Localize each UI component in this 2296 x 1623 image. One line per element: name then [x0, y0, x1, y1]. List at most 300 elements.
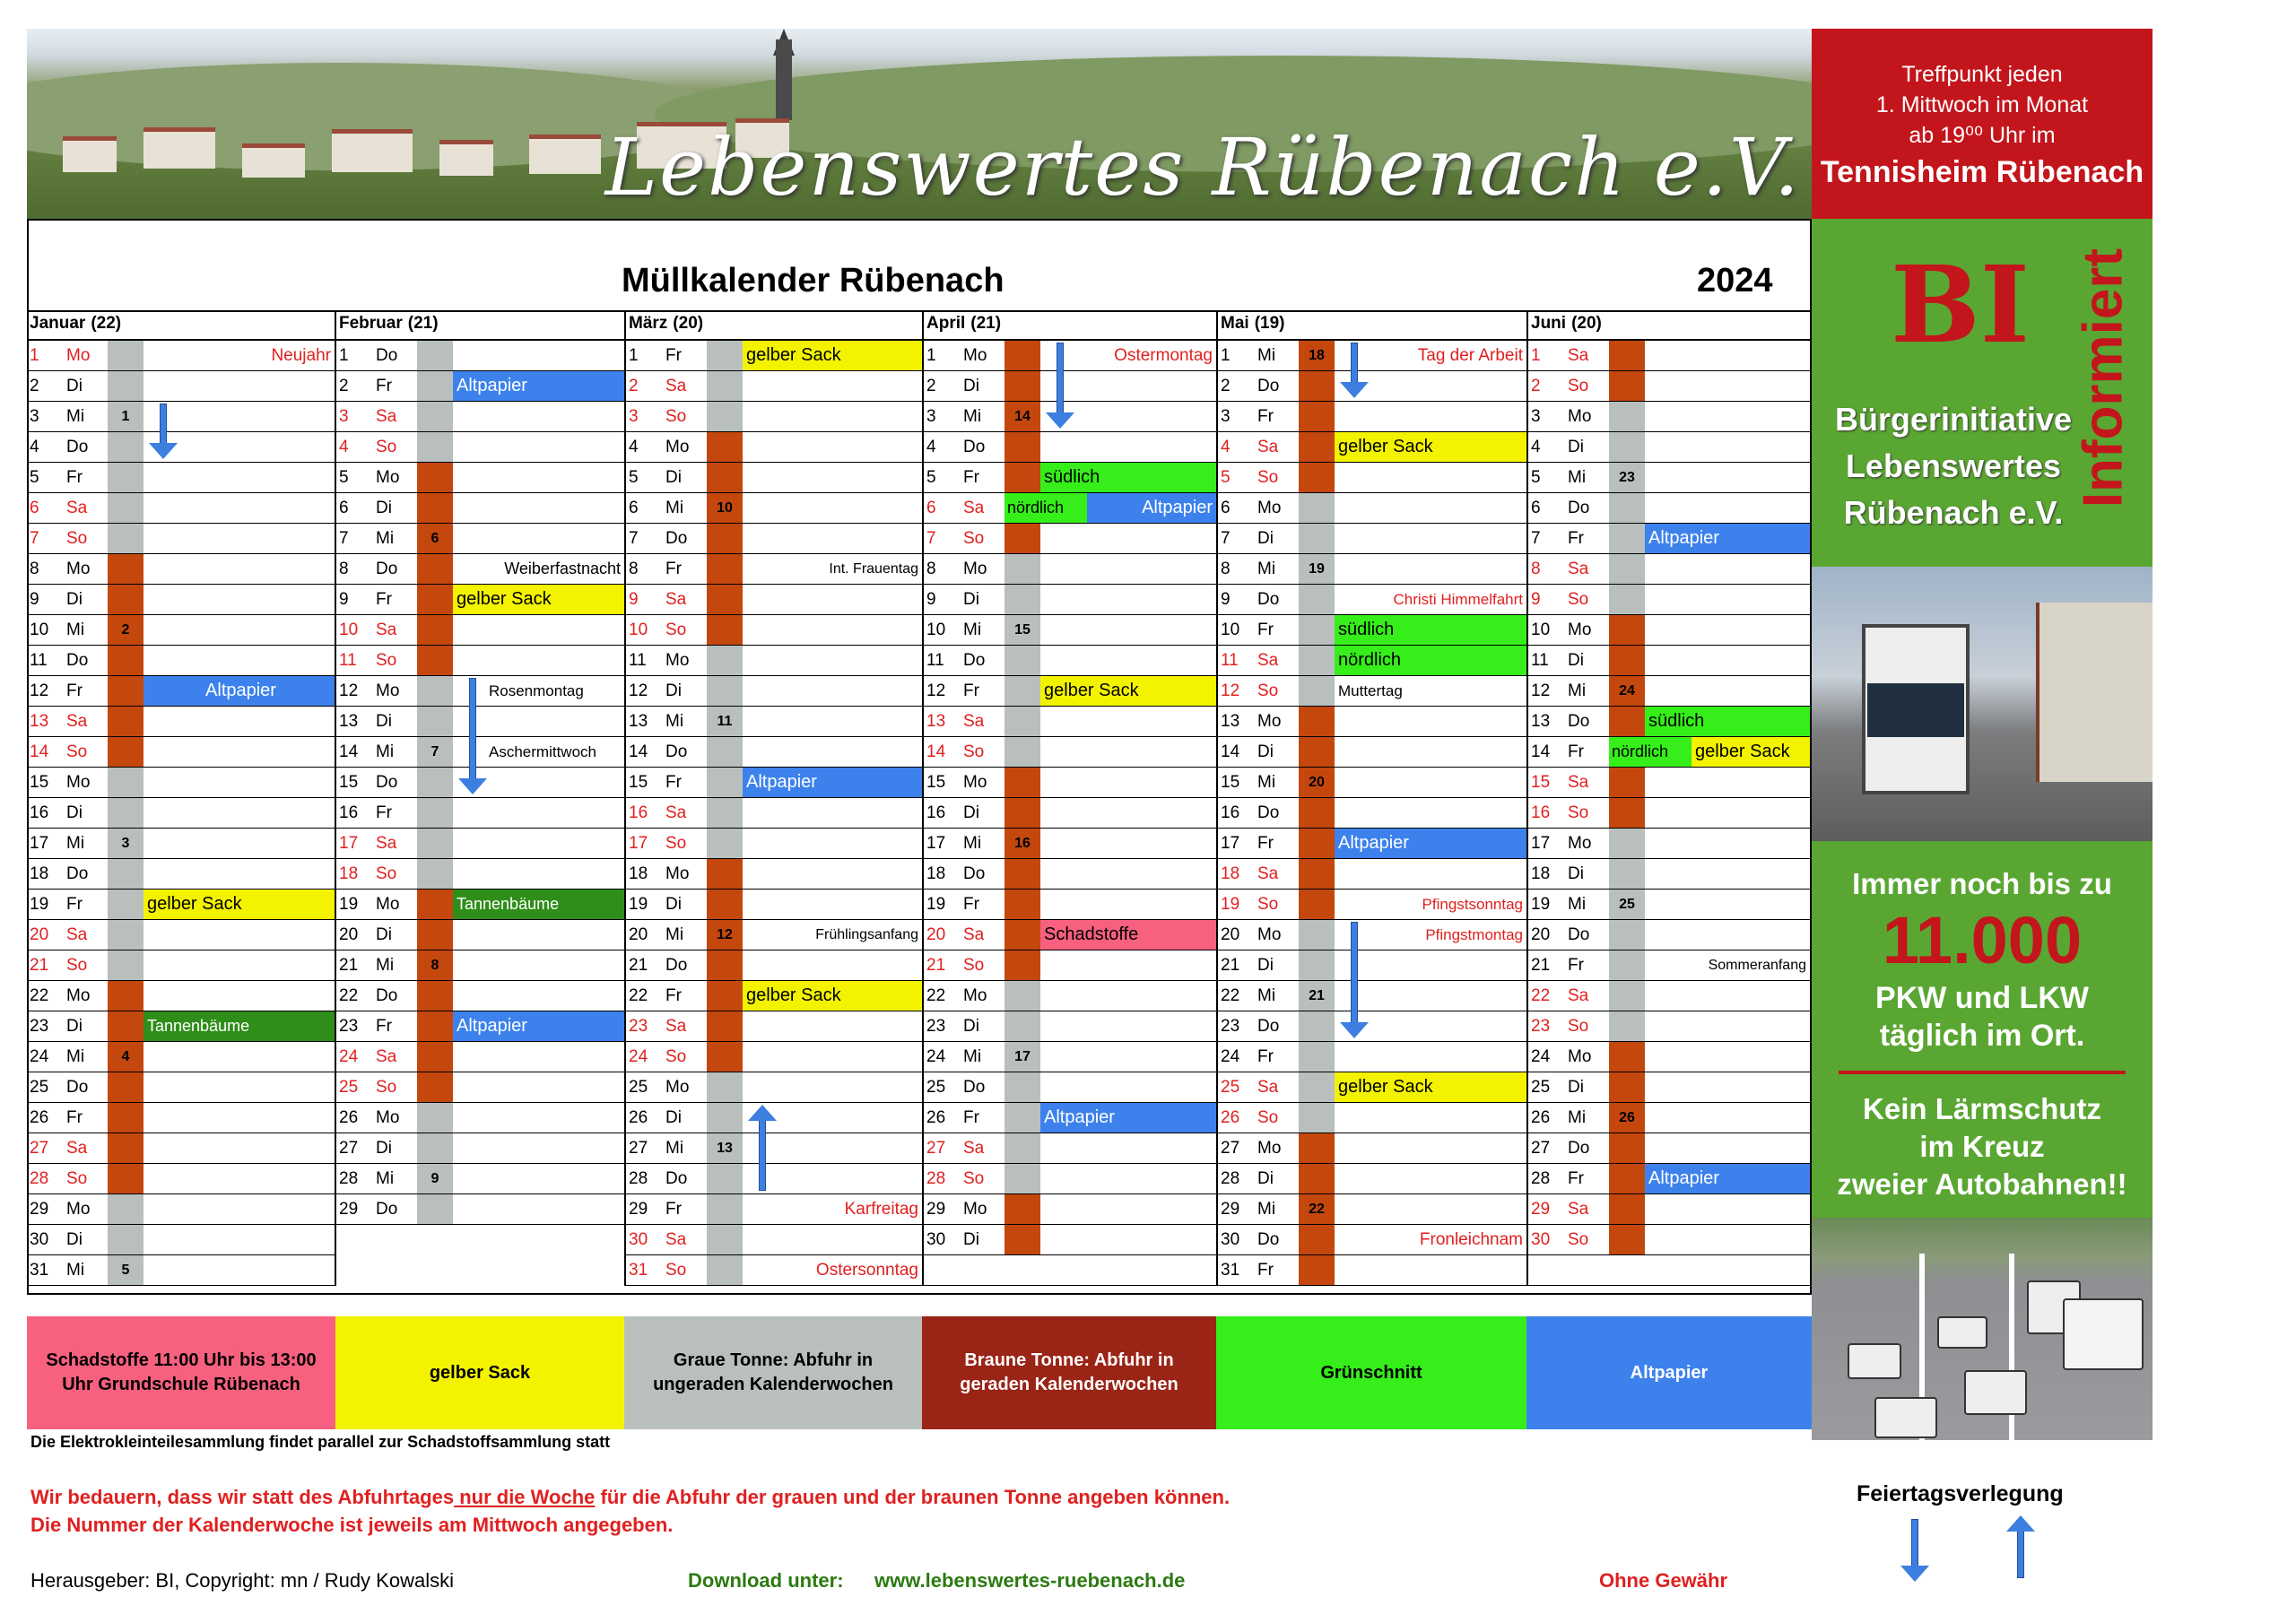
day-info	[1645, 341, 1810, 370]
car	[1874, 1397, 1937, 1438]
day-row	[626, 950, 922, 981]
day-info	[144, 1164, 335, 1193]
day-info: Altpapier	[1040, 1103, 1216, 1133]
day-number: 26	[339, 1107, 359, 1127]
day-number: 18	[1221, 864, 1240, 883]
day-info: Altpapier	[453, 1011, 624, 1041]
graue-tonne-cell	[1609, 524, 1645, 553]
day-number: 27	[339, 1138, 359, 1158]
graue-tonne-cell	[108, 768, 144, 797]
day-number: 23	[926, 1016, 946, 1036]
legend-gruenschnitt: Grünschnitt	[1216, 1316, 1526, 1429]
month-header	[626, 312, 922, 341]
bi-logo-block	[1812, 219, 2152, 567]
day-row	[27, 981, 335, 1011]
weekday: Di	[1257, 528, 1274, 548]
day-row	[626, 859, 922, 890]
day-row	[336, 371, 624, 402]
day-number: 21	[1531, 955, 1551, 975]
day-info	[144, 707, 335, 736]
day-info	[1645, 981, 1810, 1011]
day-info	[144, 768, 335, 797]
braune-tonne-cell	[108, 646, 144, 675]
day-number: 26	[629, 1107, 648, 1127]
day-info	[144, 1194, 335, 1224]
weekday: So	[376, 650, 397, 670]
day-number: 29	[30, 1199, 49, 1219]
day-row	[1218, 768, 1526, 798]
day-info	[1040, 707, 1216, 736]
braune-tonne-cell	[707, 1011, 743, 1041]
day-info: Altpapier	[1645, 1164, 1810, 1193]
day-number: 12	[629, 681, 648, 700]
day-info	[1645, 615, 1810, 645]
day-info	[1645, 768, 1810, 797]
graue-tonne-cell	[1299, 920, 1335, 950]
graue-tonne-cell	[1609, 585, 1645, 614]
graue-tonne-cell	[1299, 1042, 1335, 1072]
day-row	[336, 402, 624, 432]
graue-tonne-cell	[1609, 859, 1645, 889]
day-info	[1645, 920, 1810, 950]
day-row	[1218, 859, 1526, 890]
day-number: 4	[1531, 437, 1541, 456]
weekday: Fr	[66, 1107, 83, 1127]
day-row	[27, 493, 335, 524]
day-info: Altpapier	[453, 371, 624, 401]
day-number: 14	[629, 742, 648, 761]
graue-tonne-cell	[707, 646, 743, 675]
day-row	[626, 463, 922, 493]
day-row	[27, 341, 335, 371]
graue-tonne-cell: 9	[417, 1164, 453, 1193]
graue-tonne-cell	[417, 432, 453, 462]
braune-tonne-cell	[1299, 1225, 1335, 1254]
gruenschnitt-north: nördlich	[1004, 493, 1087, 523]
weekday: Mi	[66, 1260, 85, 1280]
day-info	[743, 524, 922, 553]
day-row	[336, 1225, 624, 1255]
day-info	[1040, 524, 1216, 553]
day-row	[626, 1225, 922, 1255]
month-column	[336, 310, 626, 1286]
graue-tonne-cell	[707, 1225, 743, 1254]
weekday: Mo	[665, 650, 690, 670]
day-row	[1218, 950, 1526, 981]
day-info	[1335, 1164, 1526, 1193]
braune-tonne-cell	[707, 585, 743, 614]
day-row	[27, 920, 335, 950]
day-number: 8	[339, 559, 349, 578]
highway-photo	[1812, 1218, 2152, 1440]
day-number: 18	[30, 864, 49, 883]
day-number: 8	[1531, 559, 1541, 578]
day-info	[453, 402, 624, 431]
day-info	[453, 1194, 624, 1224]
weekday: So	[1257, 681, 1279, 700]
day-number: 4	[30, 437, 39, 456]
day-number: 24	[1221, 1046, 1240, 1066]
day-info	[1609, 737, 1810, 767]
graue-tonne-cell	[1299, 615, 1335, 645]
day-row	[27, 890, 335, 920]
day-row	[27, 1225, 335, 1255]
weekday: So	[66, 955, 88, 975]
day-number: 21	[30, 955, 49, 975]
weekday: Mi	[1257, 985, 1276, 1005]
weekday: Fr	[66, 894, 83, 914]
weekday: Mo	[963, 345, 987, 365]
traffic-line: täglich im Ort.	[1879, 1019, 2085, 1053]
house	[63, 136, 117, 172]
day-number: 21	[629, 955, 648, 975]
graue-tonne-cell	[1299, 950, 1335, 980]
day-info	[1040, 1042, 1216, 1072]
day-info	[1335, 950, 1526, 980]
braune-tonne-cell: 22	[1299, 1194, 1335, 1224]
day-number: 28	[926, 1168, 946, 1188]
braune-tonne-cell	[1004, 463, 1040, 492]
day-row	[336, 1255, 624, 1286]
graue-tonne-cell	[1004, 585, 1040, 614]
day-info	[1645, 463, 1810, 492]
month-column	[1218, 310, 1528, 1286]
legend-braune-tonne: Braune Tonne: Abfuhr in geraden Kalenderwochen	[922, 1316, 1216, 1429]
day-number: 11	[1531, 650, 1549, 670]
graue-tonne-cell	[108, 493, 144, 523]
day-row	[924, 1255, 1216, 1286]
day-info	[1335, 707, 1526, 736]
graue-tonne-cell: 5	[108, 1255, 144, 1285]
day-row	[1528, 829, 1810, 859]
day-row	[924, 432, 1216, 463]
day-info	[1645, 1103, 1810, 1133]
apology-underlined: nur die Woche	[454, 1486, 596, 1508]
weekday: Di	[665, 894, 682, 914]
day-number: 19	[1221, 894, 1240, 914]
weekday: Sa	[376, 1046, 397, 1066]
day-info	[144, 463, 335, 492]
meeting-line: Treffpunkt jeden	[1901, 62, 2063, 87]
day-row	[1528, 432, 1810, 463]
day-info	[144, 1255, 335, 1285]
day-number: 9	[1531, 589, 1541, 609]
graue-tonne-cell	[1609, 493, 1645, 523]
weekday: Do	[1568, 1138, 1590, 1158]
graue-tonne-cell: 13	[707, 1133, 743, 1163]
day-number: 2	[1221, 376, 1231, 395]
braune-tonne-cell	[1004, 524, 1040, 553]
day-info	[1040, 859, 1216, 889]
day-number: 7	[339, 528, 349, 548]
weekday: So	[376, 437, 397, 456]
day-number: 7	[30, 528, 39, 548]
day-row	[27, 768, 335, 798]
weekday: Mo	[963, 985, 987, 1005]
day-info	[743, 402, 922, 431]
day-row	[924, 859, 1216, 890]
month-grid	[27, 310, 1812, 1286]
weekday: Sa	[1257, 437, 1279, 456]
day-row	[1218, 1194, 1526, 1225]
day-info	[453, 615, 624, 645]
month-column	[27, 310, 336, 1286]
day-number: 5	[1531, 467, 1541, 487]
day-number: 17	[339, 833, 359, 853]
weekday: Fr	[376, 1016, 392, 1036]
day-row	[1218, 707, 1526, 737]
day-number: 17	[629, 833, 648, 853]
weekday: Fr	[1257, 1046, 1274, 1066]
day-row	[1218, 920, 1526, 950]
graue-tonne-cell	[108, 524, 144, 553]
day-row	[1218, 798, 1526, 829]
day-row	[1528, 1164, 1810, 1194]
braune-tonne-cell: 4	[108, 1042, 144, 1072]
weekday: Mi	[963, 833, 982, 853]
day-number: 3	[339, 406, 349, 426]
bi-name-line: Lebenswertes	[1845, 447, 2062, 484]
day-number: 22	[1221, 985, 1240, 1005]
day-number: 10	[926, 620, 946, 639]
day-row	[27, 829, 335, 859]
braune-tonne-cell	[707, 859, 743, 889]
day-number: 16	[30, 803, 49, 822]
graue-tonne-cell	[1609, 920, 1645, 950]
day-row	[1218, 1042, 1526, 1072]
weekday: Di	[1257, 742, 1274, 761]
day-info	[1335, 524, 1526, 553]
weekday: Sa	[963, 924, 985, 944]
weekday: Sa	[1257, 864, 1279, 883]
day-row	[1218, 829, 1526, 859]
graue-tonne-cell	[1004, 707, 1040, 736]
association-title: Lebenswertes Rübenach e.V.	[604, 121, 1801, 213]
month-column	[924, 310, 1218, 1286]
day-info: gelber Sack	[453, 585, 624, 614]
day-info	[743, 859, 922, 889]
day-row	[626, 1042, 922, 1072]
day-number: 5	[339, 467, 349, 487]
day-info: Christi Himmelfahrt	[1393, 590, 1523, 608]
month-name: Februar	[339, 314, 403, 333]
weekday: Mo	[66, 985, 91, 1005]
day-info	[1645, 859, 1810, 889]
day-number: 18	[926, 864, 946, 883]
day-row	[27, 798, 335, 829]
month-header	[1528, 312, 1810, 341]
day-number: 28	[1221, 1168, 1240, 1188]
graue-tonne-cell: 3	[108, 829, 144, 858]
graue-tonne-cell	[417, 1133, 453, 1163]
apology-text: für die Abfuhr der grauen und der braunen Tonne angeben können.	[595, 1486, 1231, 1508]
day-info	[453, 1103, 624, 1133]
weekday: Di	[1568, 437, 1584, 456]
braune-tonne-cell	[1609, 371, 1645, 401]
day-number: 26	[30, 1107, 49, 1127]
weekday: Di	[376, 498, 392, 517]
graue-tonne-cell	[1299, 676, 1335, 706]
day-row	[924, 707, 1216, 737]
day-row	[27, 1194, 335, 1225]
weekday: So	[66, 1168, 88, 1188]
weekday: Mi	[376, 1168, 395, 1188]
day-row	[1218, 402, 1526, 432]
day-info	[1645, 1133, 1810, 1163]
day-row	[1528, 524, 1810, 554]
day-number: 28	[1531, 1168, 1551, 1188]
day-number: 2	[629, 376, 639, 395]
day-row	[924, 371, 1216, 402]
weekday: Fr	[1568, 742, 1584, 761]
braune-tonne-cell	[417, 554, 453, 584]
weekday: Do	[665, 955, 688, 975]
day-number: 3	[1221, 406, 1231, 426]
day-info	[144, 920, 335, 950]
weekday: Fr	[963, 681, 979, 700]
graue-tonne-cell	[1004, 981, 1040, 1011]
day-info	[1335, 493, 1526, 523]
day-number: 24	[629, 1046, 648, 1066]
weekday: So	[665, 406, 687, 426]
weekday: Mo	[66, 559, 91, 578]
day-number: 22	[30, 985, 49, 1005]
day-info	[144, 493, 335, 523]
day-number: 8	[926, 559, 936, 578]
day-number: 6	[629, 498, 639, 517]
day-number: 4	[926, 437, 936, 456]
braune-tonne-cell	[417, 615, 453, 645]
braune-tonne-cell	[1299, 707, 1335, 736]
weekday: Sa	[665, 376, 687, 395]
graue-tonne-cell: 11	[707, 707, 743, 736]
legend-schadstoffe: Schadstoffe 11:00 Uhr bis 13:00 Uhr Grundschule Rübenach	[27, 1316, 335, 1429]
day-row	[27, 707, 335, 737]
weekday: Do	[376, 772, 398, 792]
day-number: 24	[339, 1046, 359, 1066]
day-number: 4	[629, 437, 639, 456]
day-info	[1040, 646, 1216, 675]
arrow-down-icon	[466, 678, 479, 794]
day-number: 17	[1531, 833, 1551, 853]
legend	[27, 1316, 1812, 1429]
meeting-line: 1. Mittwoch im Monat	[1875, 92, 2089, 117]
graue-tonne-cell	[417, 768, 453, 797]
day-row	[924, 615, 1216, 646]
day-row	[1528, 1133, 1810, 1164]
day-number: 26	[1221, 1107, 1240, 1127]
day-info	[743, 615, 922, 645]
day-number: 13	[629, 711, 648, 731]
weekday: Mi	[963, 1046, 982, 1066]
graue-tonne-cell	[108, 1225, 144, 1254]
day-row	[1528, 768, 1810, 798]
day-row	[924, 554, 1216, 585]
graue-tonne-cell	[1609, 981, 1645, 1011]
day-row	[626, 341, 922, 371]
weekday: So	[665, 620, 687, 639]
day-info	[144, 402, 335, 431]
truck-photo	[1812, 567, 2152, 841]
day-info	[1645, 646, 1810, 675]
weekday: Do	[665, 528, 688, 548]
day-number: 6	[1221, 498, 1231, 517]
day-row	[626, 432, 922, 463]
day-info	[144, 554, 335, 584]
graue-tonne-cell	[417, 371, 453, 401]
braune-tonne-cell: 10	[707, 493, 743, 523]
day-number: 6	[339, 498, 349, 517]
day-row	[626, 737, 922, 768]
weekday: Fr	[963, 1107, 979, 1127]
weekday: Mo	[1568, 406, 1592, 426]
day-number: 9	[30, 589, 39, 609]
day-row	[336, 920, 624, 950]
graue-tonne-cell: 25	[1609, 890, 1645, 919]
day-row	[626, 829, 922, 859]
day-number: 22	[339, 985, 359, 1005]
day-number: 20	[629, 924, 648, 944]
day-info: Fronleichnam	[1419, 1229, 1523, 1249]
weekday: So	[1568, 589, 1589, 609]
day-info: Neujahr	[271, 345, 331, 365]
day-row	[1218, 554, 1526, 585]
day-info: Tannenbäume	[144, 1011, 335, 1041]
weekday: Mi	[1257, 559, 1276, 578]
day-number: 14	[926, 742, 946, 761]
graue-tonne-cell	[108, 341, 144, 370]
day-info: Schadstoffe	[1040, 920, 1216, 950]
day-number: 3	[629, 406, 639, 426]
day-row	[1218, 524, 1526, 554]
braune-tonne-cell	[1004, 1225, 1040, 1254]
braune-tonne-cell	[1004, 1194, 1040, 1224]
day-info: Altpapier	[743, 768, 922, 797]
weekday: Fr	[665, 559, 682, 578]
day-number: 31	[629, 1260, 648, 1280]
download-link[interactable]: www.lebenswertes-ruebenach.de	[874, 1569, 1186, 1592]
day-row	[336, 1194, 624, 1225]
day-info: gelber Sack	[743, 981, 922, 1011]
graue-tonne-cell	[108, 890, 144, 919]
graue-tonne-cell	[707, 1072, 743, 1102]
day-number: 10	[1531, 620, 1551, 639]
day-row	[1528, 1042, 1810, 1072]
bi-logo: BI	[1891, 242, 2030, 367]
day-row	[1218, 676, 1526, 707]
weekday: Mo	[66, 345, 91, 365]
day-number: 29	[1221, 1199, 1240, 1219]
weekday: Mo	[1568, 1046, 1592, 1066]
day-info-text: Altpapier	[1087, 493, 1216, 523]
weekday: Di	[376, 711, 392, 731]
day-row	[336, 1103, 624, 1133]
arrow-down-icon	[157, 404, 170, 459]
weekday: Mo	[66, 772, 91, 792]
day-number: 20	[1531, 924, 1551, 944]
day-number: 16	[629, 803, 648, 822]
braune-tonne-cell	[108, 1011, 144, 1041]
day-info	[453, 1164, 624, 1193]
day-number: 12	[926, 681, 946, 700]
braune-tonne-cell	[417, 463, 453, 492]
day-row	[27, 554, 335, 585]
braune-tonne-cell: 18	[1299, 341, 1335, 370]
day-info	[144, 585, 335, 614]
day-info	[453, 341, 624, 370]
graue-tonne-cell: 23	[1609, 463, 1645, 492]
graue-tonne-cell	[1609, 432, 1645, 462]
